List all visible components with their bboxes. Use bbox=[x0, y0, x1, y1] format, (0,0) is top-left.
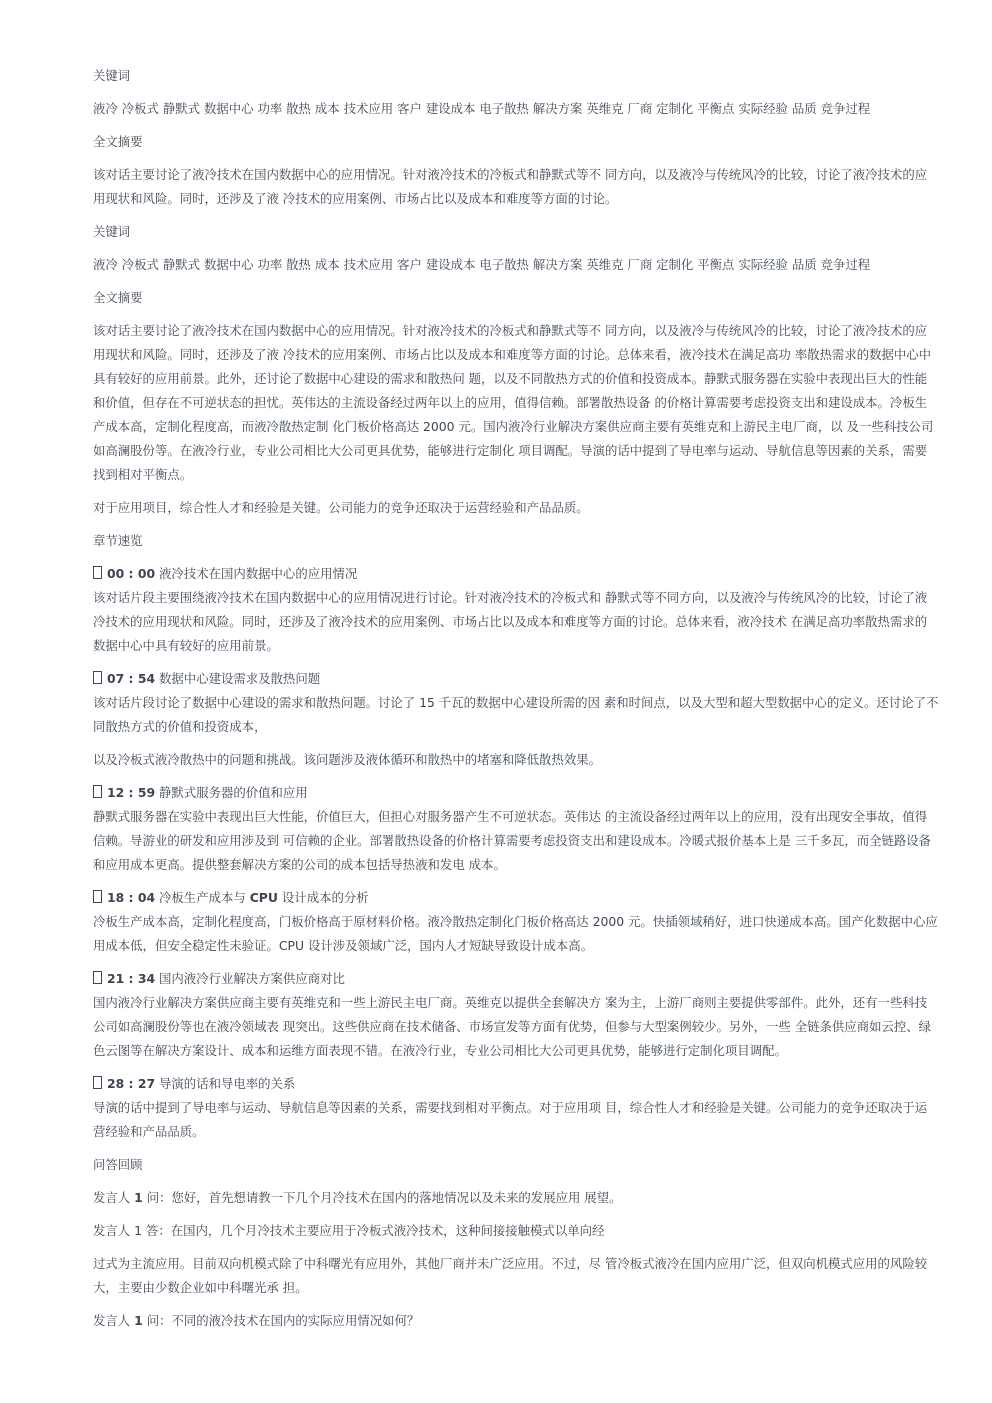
chapter-body: 冷板生产成本高，定制化程度高，门板价格高于原材料价格。液冷散热定制化门板价格高达 2000 元。快插领域稍好，进口快递成本高。国产化数据中心应用成本低，但安全稳定性未验证。CPU 设计涉及领域广泛，国内人才短缺导致设计成本高。 bbox=[93, 914, 938, 953]
summary-text: 该对话主要讨论了液冷技术在国内数据中心的应用情况。针对液冷技术的冷板式和静默式等不 同方向，以及液冷与传统风冷的比较，讨论了液冷技术的应用现状和风险。同时，还涉及了液 冷技术的应用案例、市场占比以及成本和难度等方面的讨论。 bbox=[93, 167, 928, 206]
chapter-item bbox=[93, 781, 939, 877]
chapter-heading bbox=[93, 1072, 939, 1096]
missing-glyph-icon bbox=[93, 971, 102, 984]
qa-speaker: 发言人 1 答： bbox=[93, 1223, 171, 1238]
chapter-heading bbox=[93, 967, 939, 991]
chapter-title-bold: CPU bbox=[249, 890, 278, 905]
qa-speaker: 发言人 bbox=[93, 1313, 135, 1328]
summary-label: 全文摘要 bbox=[93, 290, 143, 305]
chapter-title: 液冷技术在国内数据中心的应用情况 bbox=[159, 566, 358, 581]
chapter-title: 国内液冷行业解决方案供应商对比 bbox=[159, 971, 345, 986]
chapter-item bbox=[93, 667, 939, 739]
qa-text: 过式为主流应用。目前双向机模式除了中科曙光有应用外，其他厂商并未广泛应用。不过，尽 管冷板式液冷在国内应用广泛，但双向机模式应用的风险较大，主要由少数企业如中科曙光承 担。 bbox=[93, 1256, 928, 1295]
qa-item bbox=[93, 1186, 939, 1210]
chapter-body: 该对话片段讨论了数据中心建设的需求和散热问题。讨论了 15 千瓦的数据中心建设所需的因 素和时间点，以及大型和超大型数据中心的定义。还讨论了不同散热方式的价值和投资成本， bbox=[93, 695, 939, 734]
chapter-title: 静默式服务器的价值和应用 bbox=[159, 785, 308, 800]
summary-extra-text: 对于应用项目，综合性人才和经验是关键。公司能力的竞争还取决于运营经验和产品品质。 bbox=[93, 500, 589, 515]
keywords-label: 关键词 bbox=[93, 68, 131, 83]
chapter-item bbox=[93, 1072, 939, 1144]
qa-item bbox=[93, 1219, 939, 1243]
qa-speaker-number: 1 bbox=[134, 1313, 143, 1328]
chapter-item bbox=[93, 967, 939, 1063]
chapter-heading bbox=[93, 562, 939, 586]
chapters-label: 章节速览 bbox=[93, 533, 143, 548]
chapter-heading bbox=[93, 886, 939, 910]
qa-speaker-number: 1 bbox=[134, 1190, 143, 1205]
qa-speaker: 发言人 bbox=[93, 1190, 135, 1205]
qa-label: 问答回顾 bbox=[93, 1157, 143, 1172]
qa-text: 问：不同的液冷技术在国内的实际应用情况如何？ bbox=[142, 1313, 420, 1328]
missing-glyph-icon bbox=[93, 566, 102, 579]
chapter-heading bbox=[93, 667, 939, 691]
chapter-time: 07 : 54 bbox=[107, 671, 156, 686]
keywords-text: 液冷 冷板式 静默式 数据中心 功率 散热 成本 技术应用 客户 建设成本 电子散热 解决方案 英维克 厂商 定制化 平衡点 实际经验 品质 竞争过程 bbox=[93, 257, 871, 272]
chapter-body-extra: 以及冷板式液冷散热中的问题和挑战。该问题涉及液体循环和散热中的堵塞和降低散热效果。 bbox=[93, 752, 602, 767]
summary-label: 全文摘要 bbox=[93, 134, 143, 149]
missing-glyph-icon bbox=[93, 1076, 102, 1089]
chapter-body: 导演的话中提到了导电率与运动、导航信息等因素的关系，需要找到相对平衡点。对于应用项 目，综合性人才和经验是关键。公司能力的竞争还取决于运营经验和产品品质。 bbox=[93, 1100, 928, 1139]
summary-text: 该对话主要讨论了液冷技术在国内数据中心的应用情况。针对液冷技术的冷板式和静默式等不 同方向，以及液冷与传统风冷的比较，讨论了液冷技术的应用现状和风险。同时，还涉及了液 冷技术的应用案例、市场占比以及成本和难度等方面的讨论。总体来看，液冷技术在满足高功 率散热需求的数据中心中具有较好的应用前景。此外，还讨论了数据中心建设的需求和散热问 题，以及不同散热方式的价值和投资成本。静默式服务器在实验中表现出巨大的性能和价值，但存在不可逆状态的担忧。英伟达的主流设备经过两年以上的应用，值得信赖。部署散热设备 的价格计算需要考虑投资支出和建设成本。冷板生产成本高，定制化程度高，而液冷散热定制 化门板价格高达 2000 元。国内液冷行业解决方案供应商主要有英维克和上游民主电厂商，以 及一些科技公司如高澜股份等。在液冷行业，专业公司相比大公司更具优势，能够进行定制化 项目调配。导演的话中提到了导电率与运动、导航信息等因素的关系，需要找到相对平衡点。 bbox=[93, 323, 934, 482]
chapter-title: 导演的话和导电率的关系 bbox=[159, 1076, 296, 1091]
chapter-title-pre: 冷板生产成本与 bbox=[159, 890, 250, 905]
qa-item bbox=[93, 1309, 939, 1333]
chapter-time: 00 : 00 bbox=[107, 566, 156, 581]
chapter-body: 该对话片段主要围绕液冷技术在国内数据中心的应用情况进行讨论。针对液冷技术的冷板式和 静默式等不同方向，以及液冷与传统风冷的比较，讨论了液冷技术的应用现状和风险。同时，还涉及了液冷技术的应用案例、市场占比以及成本和难度等方面的讨论。总体来看，液冷技术 在满足高功率散热需求的数据中心中具有较好的应用前景。 bbox=[93, 590, 928, 653]
chapter-body: 静默式服务器在实验中表现出巨大性能，价值巨大，但担心对服务器产生不可逆状态。英伟达 的主流设备经过两年以上的应用，没有出现安全事故，值得信赖。导游业的研发和应用涉及到 可信赖的企业。部署散热设备的价格计算需要考虑投资支出和建设成本。冷暖式报价基本上是 三千多瓦，而全链路设备和应用成本更高。提供整套解决方案的公司的成本包括导热液和发电 成本。 bbox=[93, 809, 932, 872]
keywords-text: 液冷 冷板式 静默式 数据中心 功率 散热 成本 技术应用 客户 建设成本 电子散热 解决方案 英维克 厂商 定制化 平衡点 实际经验 品质 竞争过程 bbox=[93, 101, 871, 116]
qa-text: 问：您好，首先想请教一下几个月冷技术在国内的落地情况以及未来的发展应用 展望。 bbox=[142, 1190, 622, 1205]
chapter-time: 18 : 04 bbox=[107, 890, 156, 905]
chapter-heading bbox=[93, 781, 939, 805]
document-page bbox=[93, 64, 939, 1342]
chapter-time: 21 : 34 bbox=[107, 971, 156, 986]
chapter-title-post: 设计成本的分析 bbox=[277, 890, 369, 905]
qa-item bbox=[93, 1252, 939, 1300]
chapter-body: 国内液冷行业解决方案供应商主要有英维克和一些上游民主电厂商。英维克以提供全套解决方 案为主，上游厂商则主要提供零部件。此外，还有一些科技公司如高澜股份等也在液冷领域表 现突出。这些供应商在技术储备、市场宣发等方面有优势，但参与大型案例较少。另外，一些 全链条供应商如云控、绿色云图等在解决方案设计、成本和运维方面表现不错。在液冷行业，专业公司相比大公司更具优势，能够进行定制化项目调配。 bbox=[93, 995, 932, 1058]
chapter-item bbox=[93, 562, 939, 658]
keywords-label: 关键词 bbox=[93, 224, 131, 239]
chapter-time: 12 : 59 bbox=[107, 785, 156, 800]
missing-glyph-icon bbox=[93, 890, 102, 903]
chapter-title: 数据中心建设需求及散热问题 bbox=[159, 671, 321, 686]
chapter-item bbox=[93, 886, 939, 958]
qa-text: 在国内，几个月冷技术主要应用于冷板式液冷技术，这种间接接触模式以单向经 bbox=[170, 1223, 605, 1238]
chapter-time: 28 : 27 bbox=[107, 1076, 156, 1091]
missing-glyph-icon bbox=[93, 671, 102, 684]
missing-glyph-icon bbox=[93, 785, 102, 798]
